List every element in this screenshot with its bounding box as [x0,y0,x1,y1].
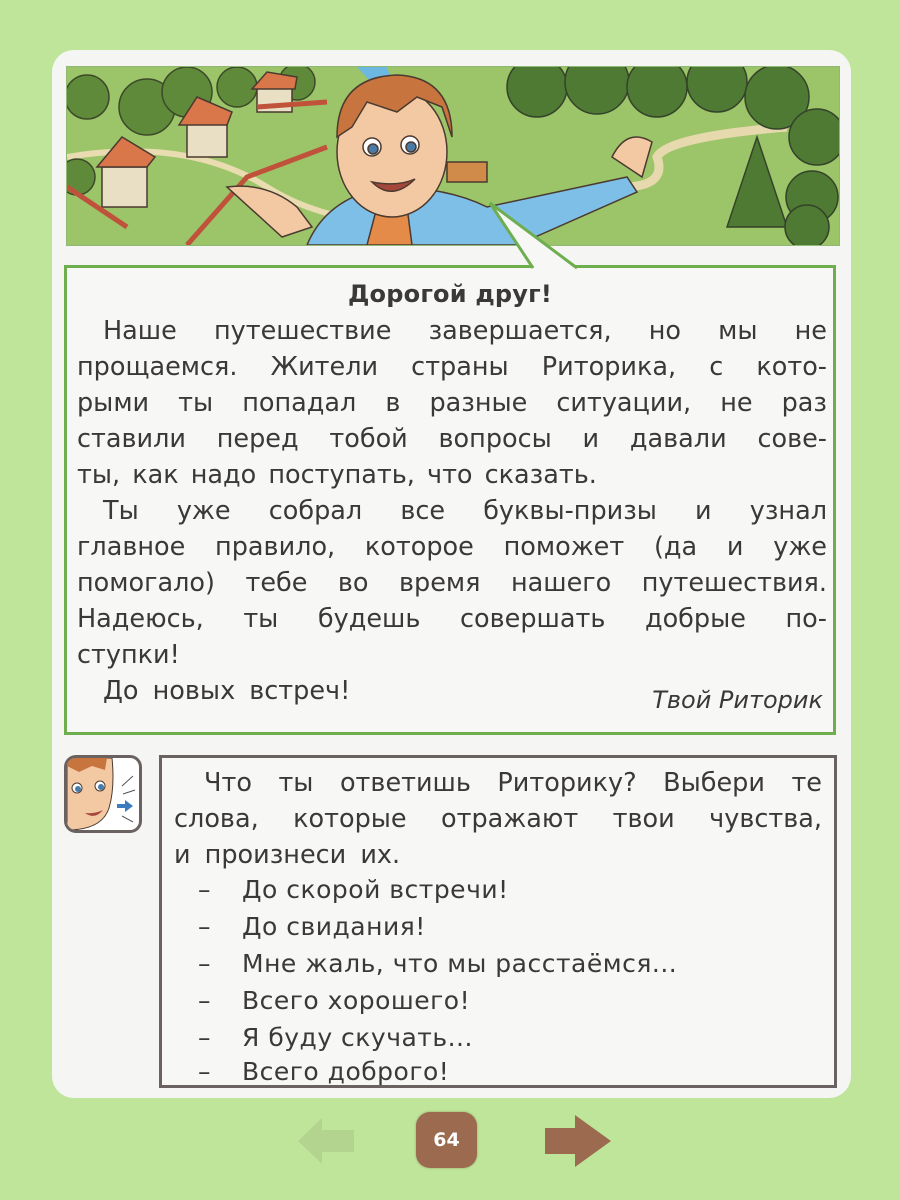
letter-line: главное правило, которое поможет (да и уже [77,532,827,562]
speaking-boy-icon [64,755,142,833]
letter-line: помогало) тебе во время нашего путешествия. [77,568,827,598]
letter-line: Надеюсь, ты будешь совершать добрые по- [77,604,827,634]
letter-line: До новых встреч! [103,676,351,706]
task-box [159,755,837,1088]
page-number-badge: 64 [416,1112,477,1168]
arrow-right-icon[interactable] [545,1115,611,1167]
letter-line: Наше путешествие завершается, но мы не [103,316,827,346]
answer-option[interactable]: – Я буду скучать... [198,1023,473,1052]
task-prompt-line: слова, которые отражают твои чувства, [174,804,822,834]
letter-line: ставили перед тобой вопросы и давали сове- [77,424,827,454]
answer-option[interactable]: – Всего хорошего! [198,986,471,1015]
letter-line: ступки! [77,640,180,670]
letter-line: ты, как надо поступать, что сказать. [77,460,597,490]
answer-option[interactable]: – Всего доброго! [198,1057,450,1086]
illustration-banner [66,66,840,246]
letter-signature: Твой Риторик [652,686,823,714]
letter-line: рыми ты попадал в разные ситуации, не раз [77,388,827,418]
letter-title: Дорогой друг! [347,280,553,308]
letter-line: Ты уже собрал все буквы-призы и узнал [103,496,827,526]
answer-option[interactable]: – Мне жаль, что мы расстаёмся... [198,949,678,978]
task-prompt-line: и произнеси их. [174,840,401,870]
village-landscape-illustration [67,67,839,245]
answer-option[interactable]: – До скорой встречи! [198,875,509,904]
answer-option[interactable]: – До свидания! [198,912,426,941]
letter-line: прощаемся. Жители страны Риторика, с кото- [77,352,827,382]
arrow-left-icon[interactable] [298,1118,354,1164]
task-prompt-line: Что ты ответишь Риторику? Выбери те [204,768,822,798]
speech-bubble-tail [480,200,590,272]
letter-box [64,265,836,735]
